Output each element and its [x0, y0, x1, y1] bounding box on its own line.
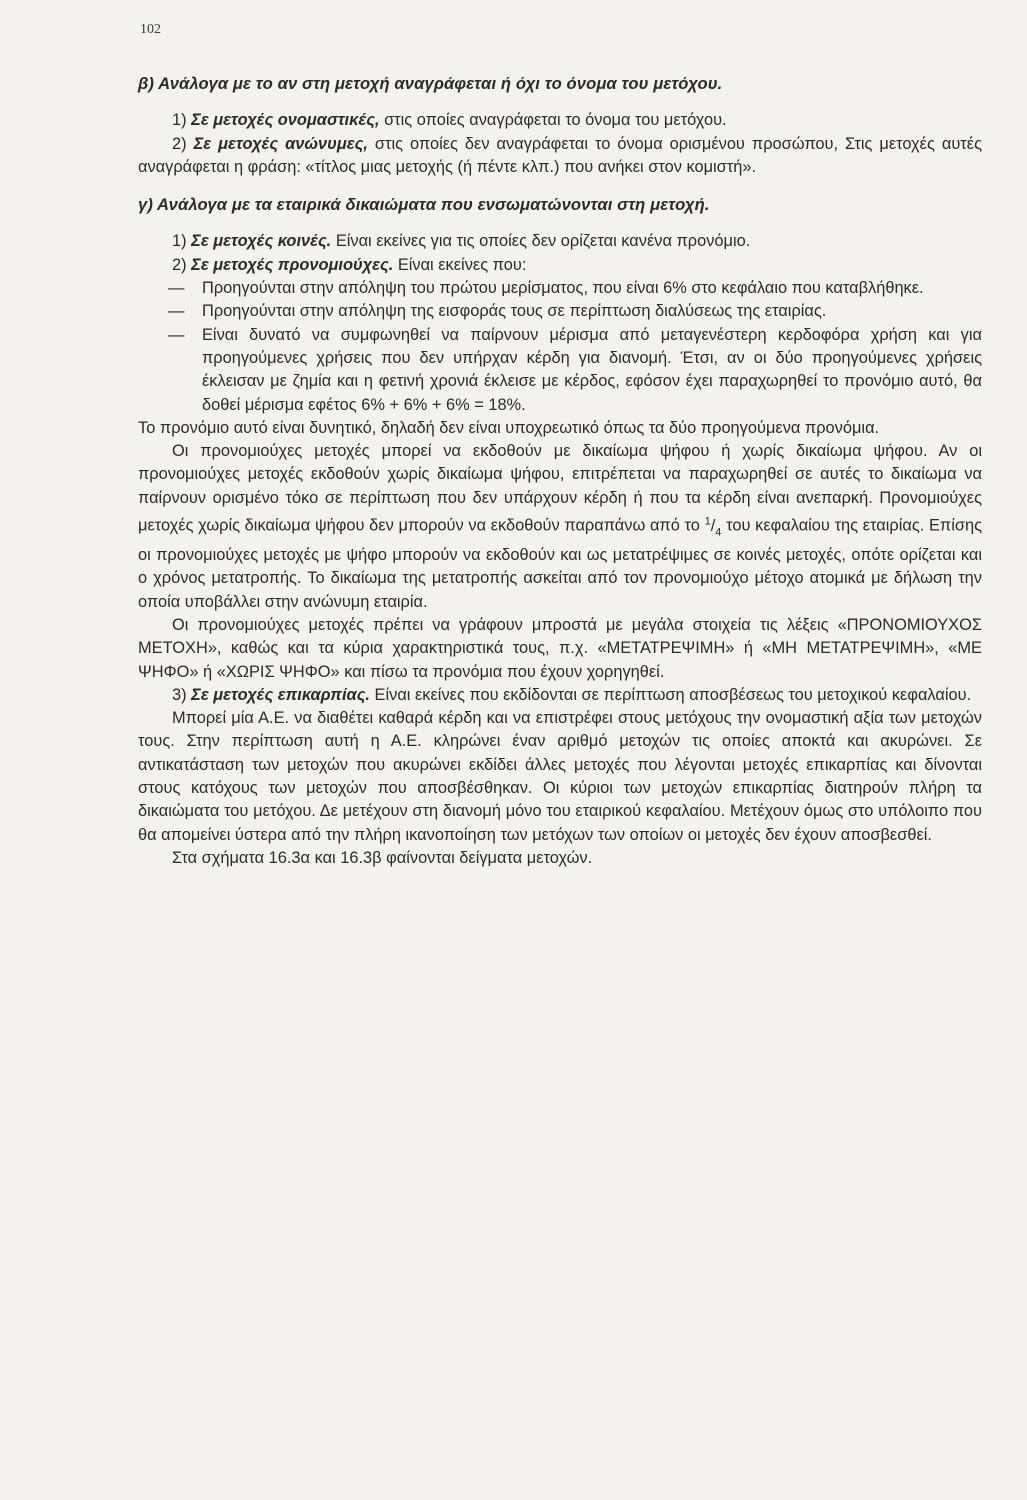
- bullet-text: Προηγούνται στην απόληψη του πρώτου μερίσματος, που είναι 6% στο κεφάλαιο που καταβλήθηκε.: [202, 279, 924, 298]
- list-item: [138, 300, 982, 323]
- item-number: 1): [172, 232, 187, 251]
- item-text: Είναι εκείνες για τις οποίες δεν ορίζεται κανένα προνόμιο.: [335, 232, 751, 251]
- page-number: 102: [140, 22, 161, 37]
- paragraph-usufruct-details: Μπορεί μία Α.Ε. να διαθέτει καθαρά κέρδη και να επιστρέφει στους μετόχους την ονομαστική αξία των μετοχών τους. Στην περίπτωση αυτή η Α.Ε. κληρώνει έναν αριθμό μετοχών τις οποίες αποκτά και ακυρώνει. Σε αντικατάσταση των μετοχών που ακυρώνει εκδίδει άλλες μετοχές που λέγονται μετοχές επικαρπίας και δίνονται στους κατόχους των μετοχών που αποσβέσθηκαν. Οι κύριοι των μετοχών επικαρπίας διατηρούν πλήρη τα δικαιώματα του μετόχου. Δε μετέχουν στη διανομή μόνο του εταιρικού κεφαλαίου. Μετέχουν όμως στο υπόλοιπο που θα απομείνει ύστερα από την πλήρη ικανοποίηση των μετόχων των οποίων οι μετοχές δεν έχουν αποσβεσθεί.: [138, 709, 982, 844]
- paragraph-beta-item-1: [138, 109, 982, 132]
- paragraph-optional-privilege: Το προνόμιο αυτό είναι δυνητικό, δηλαδή δεν είναι υποχρεωτικό όπως τα δύο προηγούμενα προνόμια.: [138, 418, 880, 437]
- paragraph-beta-item-2: [138, 133, 982, 180]
- paragraph-gamma-item-1: [138, 230, 982, 253]
- section-heading-gamma: γ) Ανάλογα με τα εταιρικά δικαιώματα που ενσωματώνονται στη μετοχή.: [138, 195, 710, 215]
- voting-text-part-2: του κεφαλαίου της εταιρίας. Επίσης οι προνομιούχες μετοχές με ψήφο μπορούν να εκδοθούν και ως μετατρέψιμες σε κοινές μετοχές, οπότε ορίζεται και ο χρόνος μετατροπής. Το δικαίωμα της μετατροπής ασκείται από τον προνομιούχο μέτοχο ατομικά με δήλωση την οποία υποβάλλει στην ανώνυμη εταιρία.: [138, 516, 983, 611]
- paragraph-gamma-item-3: [138, 684, 982, 707]
- bullet-dash: —: [168, 325, 185, 344]
- section-heading-beta: β) Ανάλογα με το αν στη μετοχή αναγράφεται ή όχι το όνομα του μετόχου.: [138, 74, 723, 93]
- term-registered-shares: Σε μετοχές ονομαστικές,: [191, 111, 380, 130]
- list-item: [138, 324, 982, 417]
- item-text: στις οποίες αναγράφεται το όνομα του μετόχου.: [384, 111, 727, 130]
- list-item: [138, 277, 982, 300]
- item-number: 1): [172, 111, 187, 130]
- fraction-numerator: 1: [704, 515, 711, 528]
- item-text: Είναι εκείνες που:: [397, 255, 527, 274]
- bullet-dash: —: [168, 279, 185, 298]
- term-common-shares: Σε μετοχές κοινές.: [191, 232, 332, 251]
- item-text: στις οποίες δεν αναγράφεται το όνομα ορισμένου προσώπου, Στις μετοχές αυτές αναγράφεται η φράση: «τίτλος μιας μετοχής (ή πέντε κλπ.) που ανήκει στον κομιστή».: [138, 134, 982, 176]
- term-preferred-shares: Σε μετοχές προνομιούχες.: [191, 255, 394, 274]
- bullet-dash: —: [168, 302, 185, 321]
- item-number: 3): [172, 685, 187, 704]
- term-bearer-shares: Σε μετοχές ανώνυμες,: [193, 134, 368, 153]
- paragraph-voting-rights: [138, 440, 982, 614]
- paragraph-gamma-item-2: [138, 254, 982, 277]
- paragraph-share-marking: Οι προνομιούχες μετοχές πρέπει να γράφουν μπροστά με μεγάλα στοιχεία τις λέξεις «ΠΡΟΝΟΜΙΟΥΧΟΣ ΜΕΤΟΧΗ», καθώς και τα κύρια χαρακτηριστικά τους, π.χ. «ΜΕΤΑΤΡΕΨΙΜΗ» ή «ΜΗ ΜΕΤΑΤΡΕΨΙΜΗ», «ΜΕ ΨΗΦΟ» ή «ΧΩΡΙΣ ΨΗΦΟ» και πίσω τα προνόμια που έχουν χορηγηθεί.: [138, 615, 982, 681]
- fraction-one-quarter: $^1/_4$: [704, 515, 722, 538]
- paragraph-figures-reference: Στα σχήματα 16.3α και 16.3β φαίνονται δείγματα μετοχών.: [172, 848, 593, 867]
- item-text: Είναι εκείνες που εκδίδονται σε περίπτωση αποσβέσεως του μετοχικού κεφαλαίου.: [374, 685, 972, 704]
- fraction-denominator: 4: [715, 525, 722, 538]
- page-body: [138, 72, 982, 870]
- bullet-text: Προηγούνται στην απόληψη της εισφοράς τους σε περίπτωση διαλύσεως της εταιρίας.: [202, 302, 827, 321]
- item-number: 2): [172, 255, 187, 274]
- item-number: 2): [172, 134, 187, 153]
- bullet-text: Είναι δυνατό να συμφωνηθεί να παίρνουν μέρισμα από μεταγενέστερη κερδοφόρα χρήση και για προηγούμενες χρήσεις που δεν υπήρχαν κέρδη για διανομή. Έτσι, αν οι δύο προηγούμενες χρήσεις έκλεισαν με ζημία και η φετινή χρονιά έκλεισε με κέρδος, εφόσον έχει παραχωρηθεί το προνόμιο αυτό, θα δοθεί μέρισμα εφέτος 6% + 6% + 6% = 18%.: [202, 325, 982, 414]
- voting-text-part-1: Οι προνομιούχες μετοχές μπορεί να εκδοθούν με δικαίωμα ψήφου ή χωρίς δικαίωμα ψήφου. Αν οι προνομιούχες μετοχές εκδοθούν χωρίς δικαίωμα ψήφου, επιτρέπεται να παραχωρηθεί σε αυτές το δικαίωμα να παίρνουν ορισμένο τόκο σε περίπτωση που δεν υπάρχουν κέρδη ή που τα κέρδη είναι ανεπαρκή. Προνομιούχες μετοχές χωρίς δικαίωμα ψήφου δεν μπορούν να εκδοθούν παραπάνω από το: [138, 442, 982, 535]
- term-usufruct-shares: Σε μετοχές επικαρπίας.: [191, 685, 370, 704]
